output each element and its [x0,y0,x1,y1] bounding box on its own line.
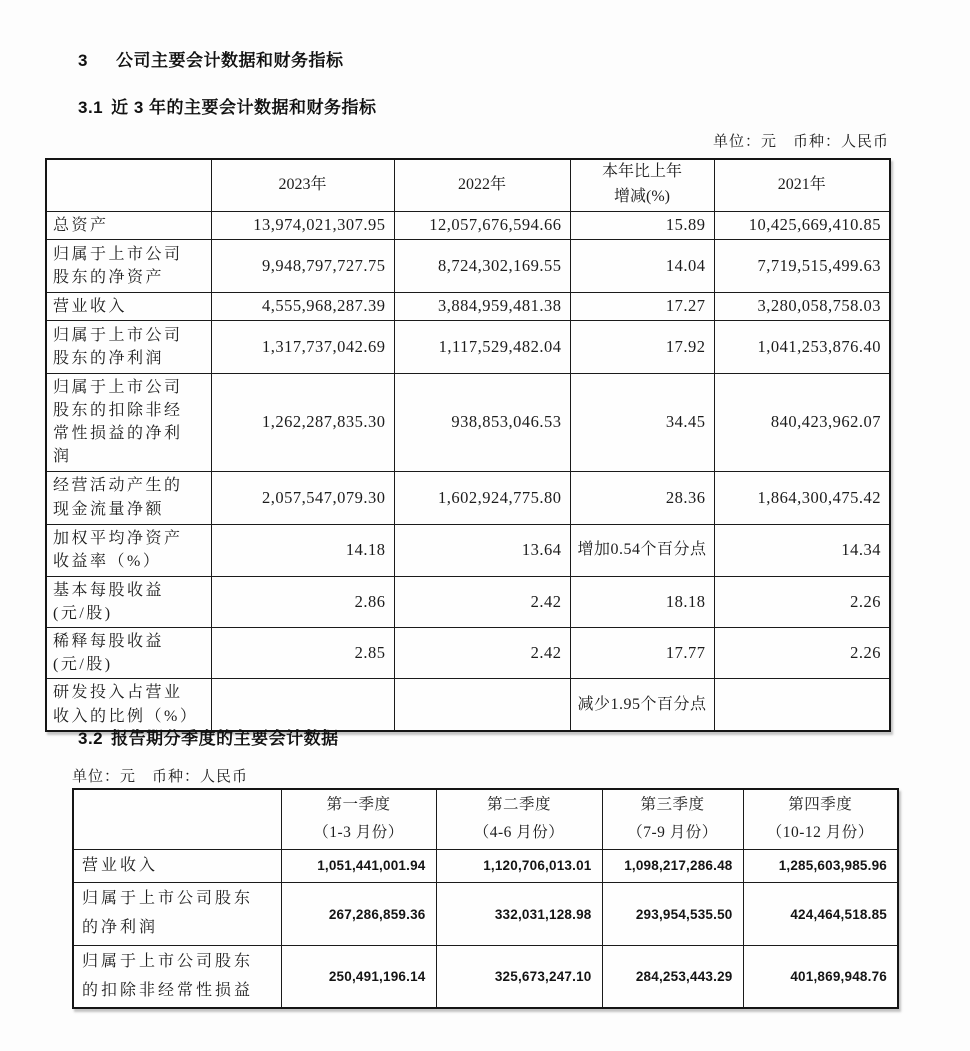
cell: 250,491,196.14 [281,945,436,1008]
section-3-2-number: 3.2 [78,729,104,748]
cell: 12,057,676,594.66 [394,211,570,239]
row-label-cell: 归属于上市公司股东的净利润 [73,883,281,946]
cell: 1,285,603,985.96 [743,849,898,883]
table-row [73,945,898,1008]
cell [714,679,890,731]
row-label-cell: 经营活动产生的现金流量净额 [46,471,211,524]
cell: 840,423,962.07 [714,373,890,471]
row-label-cell: 营业收入 [46,292,211,320]
quarterly-data-table [72,788,899,1009]
table1-header-2023: 2023年 [211,159,394,211]
annual-indicators-table [45,158,891,732]
section-3-1-title: 近 3 年的主要会计数据和财务指标 [111,98,377,117]
cell: 9,948,797,727.75 [211,239,394,292]
section-3-heading [78,46,343,71]
cell: 1,117,529,482.04 [394,320,570,373]
table-row [46,239,890,292]
cell [211,679,394,731]
cell: 15.89 [570,211,714,239]
cell: 2.26 [714,628,890,679]
table1-header-2022: 2022年 [394,159,570,211]
table-row [73,849,898,883]
cell: 34.45 [570,373,714,471]
cell: 减少1.95个百分点 [570,679,714,731]
cell: 2.85 [211,628,394,679]
table2-header-row [73,789,898,849]
section-3-2-title: 报告期分季度的主要会计数据 [111,729,339,748]
row-label-cell: 稀释每股收益(元/股) [46,628,211,679]
section-3-number: 3 [78,51,88,70]
section-3-title: 公司主要会计数据和财务指标 [115,51,344,70]
cell: 13.64 [394,524,570,576]
table-row [46,211,890,239]
cell: 17.77 [570,628,714,679]
cell: 14.18 [211,524,394,576]
row-label-cell: 归属于上市公司股东的扣除非经常性损益的净利润 [46,373,211,471]
cell: 1,262,287,835.30 [211,373,394,471]
cell: 1,120,706,013.01 [436,849,602,883]
section-3-1-number: 3.1 [78,98,104,117]
table1-header-empty [46,159,211,211]
table2-header-q4: 第四季度 （10-12 月份） [743,789,898,849]
cell: 28.36 [570,471,714,524]
cell: 3,884,959,481.38 [394,292,570,320]
table-row [46,679,890,731]
cell: 2.42 [394,628,570,679]
table2-header-q3: 第三季度 （7-9 月份） [602,789,743,849]
cell: 3,280,058,758.03 [714,292,890,320]
cell: 1,317,737,042.69 [211,320,394,373]
table2-header-empty [73,789,281,849]
cell: 14.34 [714,524,890,576]
row-label-cell: 营业收入 [73,849,281,883]
section-3-1-heading [78,93,377,118]
cell: 267,286,859.36 [281,883,436,946]
table2-header-q2: 第二季度 （4-6 月份） [436,789,602,849]
cell: 2.86 [211,576,394,627]
cell: 938,853,046.53 [394,373,570,471]
section-3-2-heading [78,724,339,749]
row-label-cell: 基本每股收益(元/股) [46,576,211,627]
row-label-cell: 研发投入占营业收入的比例（%） [46,679,211,731]
cell: 13,974,021,307.95 [211,211,394,239]
row-label-cell: 归属于上市公司股东的净资产 [46,239,211,292]
cell: 2,057,547,079.30 [211,471,394,524]
cell: 17.92 [570,320,714,373]
table1-header-change: 本年比上年增减(%) [570,159,714,211]
cell: 1,602,924,775.80 [394,471,570,524]
cell: 4,555,968,287.39 [211,292,394,320]
table-row [73,883,898,946]
cell: 325,673,247.10 [436,945,602,1008]
cell: 8,724,302,169.55 [394,239,570,292]
table-row [46,576,890,627]
table-row [46,628,890,679]
cell: 1,864,300,475.42 [714,471,890,524]
table-row [46,320,890,373]
cell: 增加0.54个百分点 [570,524,714,576]
row-label-cell: 归属于上市公司股东的净利润 [46,320,211,373]
cell: 2.42 [394,576,570,627]
table2-header-q1: 第一季度 （1-3 月份） [281,789,436,849]
cell: 284,253,443.29 [602,945,743,1008]
row-label-cell: 归属于上市公司股东的扣除非经常性损益 [73,945,281,1008]
unit-currency-note-annual: 单位：元 币种：人民币 [712,134,889,150]
cell: 332,031,128.98 [436,883,602,946]
table-row [46,471,890,524]
cell: 401,869,948.76 [743,945,898,1008]
table1-header-2021: 2021年 [714,159,890,211]
cell: 7,719,515,499.63 [714,239,890,292]
table-row [46,524,890,576]
cell: 1,041,253,876.40 [714,320,890,373]
cell: 18.18 [570,576,714,627]
row-label-cell: 加权平均净资产收益率（%） [46,524,211,576]
cell [394,679,570,731]
cell: 424,464,518.85 [743,883,898,946]
row-label-cell: 总资产 [46,211,211,239]
table-row [46,292,890,320]
cell: 10,425,669,410.85 [714,211,890,239]
table1-header-row [46,159,890,211]
unit-currency-note-quarterly: 单位：元 币种：人民币 [72,769,249,785]
cell: 17.27 [570,292,714,320]
cell: 293,954,535.50 [602,883,743,946]
cell: 1,098,217,286.48 [602,849,743,883]
table-row [46,373,890,471]
cell: 14.04 [570,239,714,292]
cell: 2.26 [714,576,890,627]
cell: 1,051,441,001.94 [281,849,436,883]
